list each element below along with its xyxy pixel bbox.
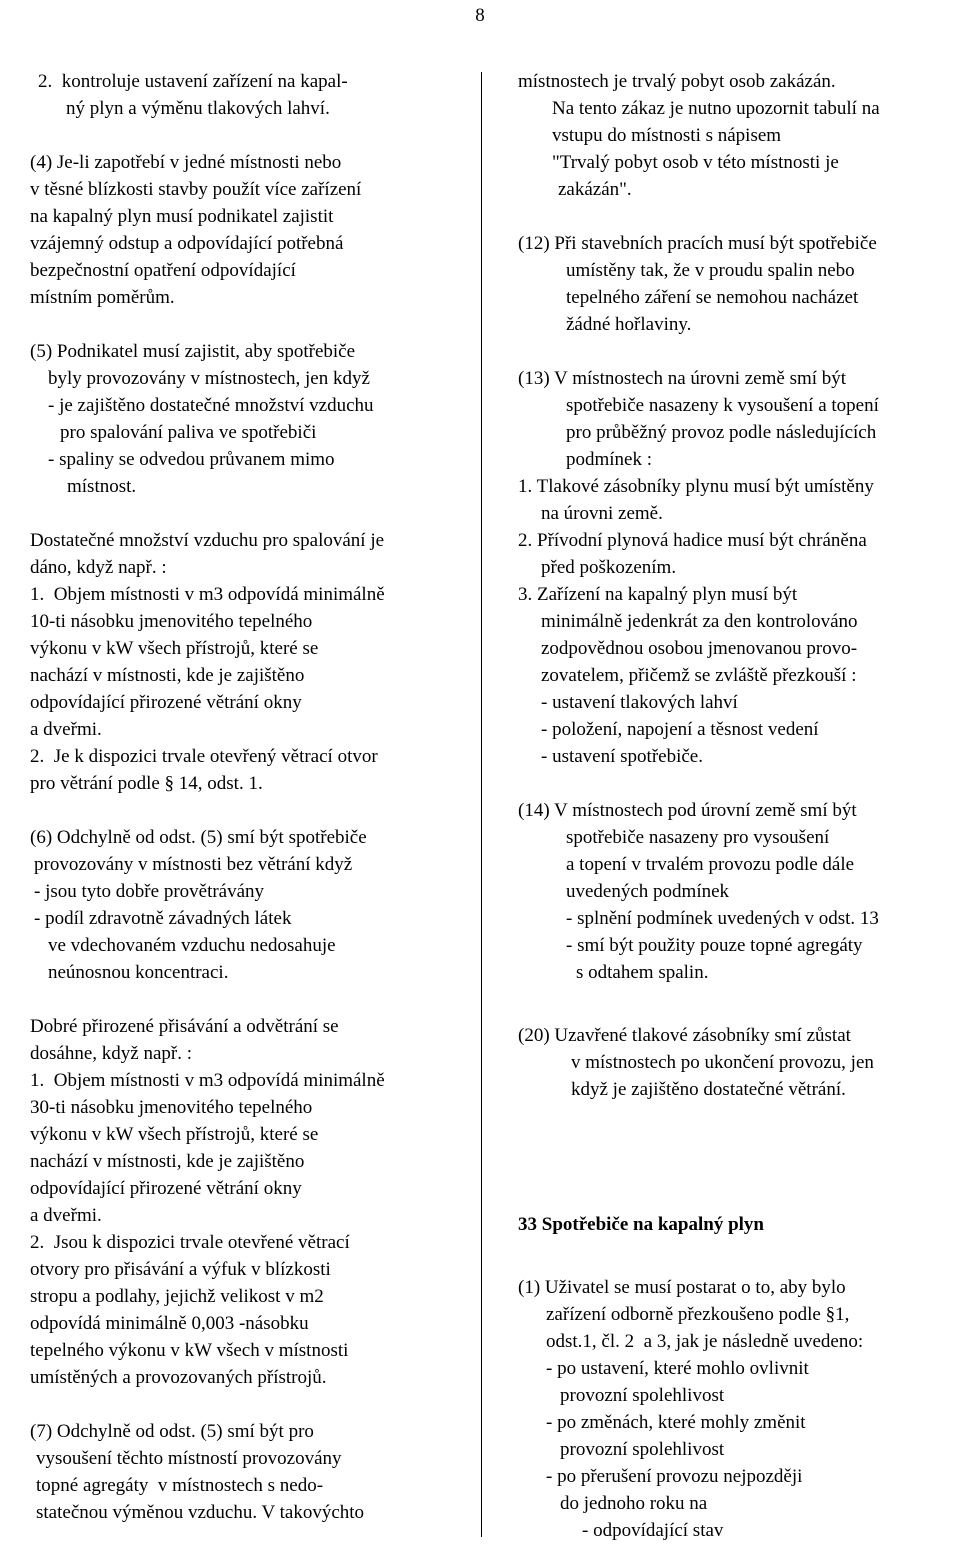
- left-text-line: provozovány v místnosti bez větrání když: [34, 854, 353, 875]
- right-text-line: podmínek :: [566, 449, 653, 470]
- right-text-line: vstupu do místnosti s nápisem: [552, 125, 782, 146]
- column-divider: [481, 72, 482, 1537]
- left-text-line: 1. Objem místnosti v m3 odpovídá minimálně: [30, 1070, 385, 1091]
- left-text-line: a dveřmi.: [30, 719, 102, 740]
- left-text-line: výkonu v kW všech přístrojů, které se: [30, 1124, 319, 1145]
- left-text-line: - jsou tyto dobře provětrávány: [34, 881, 265, 902]
- right-text-line: - smí být použity pouze topné agregáty: [566, 935, 863, 956]
- right-text-line: (12) Při stavebních pracích musí být spotřebiče: [518, 233, 877, 254]
- right-text-line: (14) V místnostech pod úrovní země smí být: [518, 800, 857, 821]
- left-text-line: (4) Je-li zapotřebí v jedné místnosti nebo: [30, 152, 342, 173]
- left-text-line: (7) Odchylně od odst. (5) smí být pro: [30, 1421, 314, 1442]
- right-text-line: - odpovídající stav: [582, 1520, 724, 1541]
- left-text-line: odpovídá minimálně 0,003 -násobku: [30, 1313, 309, 1334]
- left-text-line: tepelného výkonu v kW všech v místnosti: [30, 1340, 349, 1361]
- left-text-line: - spaliny se odvedou průvanem mimo: [48, 449, 335, 470]
- right-text-line: zovatelem, přičemž se zvláště přezkouší :: [541, 665, 857, 686]
- left-text-line: 10-ti násobku jmenovitého tepelného: [30, 611, 313, 632]
- right-text-line: 3. Zařízení na kapalný plyn musí být: [518, 584, 798, 605]
- left-text-line: výkonu v kW všech přístrojů, které se: [30, 638, 319, 659]
- right-text-line: uvedených podmínek: [566, 881, 730, 902]
- right-text-line: (1) Uživatel se musí postarat o to, aby bylo: [518, 1277, 846, 1298]
- right-text-line: (20) Uzavřené tlakové zásobníky smí zůstat: [518, 1025, 851, 1046]
- right-text-line: zodpovědnou osobou jmenovanou provo-: [541, 638, 858, 659]
- right-text-line: zařízení odborně přezkoušeno podle §1,: [546, 1304, 850, 1325]
- right-text-line: provozní spolehlivost: [560, 1439, 725, 1460]
- left-text-line: umístěných a provozovaných přístrojů.: [30, 1367, 327, 1388]
- right-text-line: tepelného záření se nemohou nacházet: [566, 287, 859, 308]
- right-text-line: - ustavení tlakových lahví: [541, 692, 738, 713]
- right-text-line: (13) V místnostech na úrovni země smí být: [518, 368, 847, 389]
- left-text-line: topné agregáty v místnostech s nedo-: [36, 1475, 324, 1496]
- left-text-line: dáno, když např. :: [30, 557, 167, 578]
- right-text-line: žádné hořlaviny.: [566, 314, 692, 335]
- right-text-line: - po ustavení, které mohlo ovlivnit: [546, 1358, 809, 1379]
- left-text-line: na kapalný plyn musí podnikatel zajistit: [30, 206, 334, 227]
- left-text-line: stropu a podlahy, jejichž velikost v m2: [30, 1286, 324, 1307]
- right-text-line: do jednoho roku na: [560, 1493, 708, 1514]
- left-text-line: odpovídající přirozené větrání okny: [30, 1178, 302, 1199]
- left-text-line: vzájemný odstup a odpovídající potřebná: [30, 233, 344, 254]
- right-text-line: - ustavení spotřebiče.: [541, 746, 703, 767]
- right-text-line: a topení v trvalém provozu podle dále: [566, 854, 855, 875]
- left-text-line: byly provozovány v místnostech, jen když: [48, 368, 370, 389]
- left-text-line: 30-ti násobku jmenovitého tepelného: [30, 1097, 313, 1118]
- left-text-line: - je zajištěno dostatečné množství vzduchu: [48, 395, 374, 416]
- left-text-line: odpovídající přirozené větrání okny: [30, 692, 302, 713]
- right-text-line: spotřebiče nasazeny pro vysoušení: [566, 827, 830, 848]
- right-text-line: umístěny tak, že v proudu spalin nebo: [566, 260, 855, 281]
- left-text-line: bezpečnostní opatření odpovídající: [30, 260, 296, 281]
- right-text-line: zakázán".: [558, 179, 632, 200]
- right-text-line: - po změnách, které mohly změnit: [546, 1412, 806, 1433]
- right-text-line: 2. Přívodní plynová hadice musí být chráněna: [518, 530, 867, 551]
- left-text-line: pro větrání podle § 14, odst. 1.: [30, 773, 263, 794]
- right-text-line: spotřebiče nasazeny k vysoušení a topení: [566, 395, 879, 416]
- right-text-line: místnostech je trvalý pobyt osob zakázán.: [518, 71, 836, 92]
- right-text-line: Na tento zákaz je nutno upozornit tabulí na: [552, 98, 880, 119]
- left-text-line: Dobré přirozené přisávání a odvětrání se: [30, 1016, 339, 1037]
- left-text-line: nachází v místnosti, kde je zajištěno: [30, 665, 305, 686]
- page-number: 8: [475, 5, 485, 26]
- left-text-line: ve vdechovaném vzduchu nedosahuje: [48, 935, 336, 956]
- right-text-line: s odtahem spalin.: [576, 962, 709, 983]
- left-text-line: místním poměrům.: [30, 287, 175, 308]
- right-text-line: odst.1, čl. 2 a 3, jak je následně uvedeno:: [546, 1331, 864, 1352]
- left-text-line: (6) Odchylně od odst. (5) smí být spotřebiče: [30, 827, 367, 848]
- right-text-line: minimálně jedenkrát za den kontrolováno: [541, 611, 858, 632]
- right-text-line: před poškozením.: [541, 557, 677, 578]
- right-text-line: v místnostech po ukončení provozu, jen: [571, 1052, 874, 1073]
- right-text-line: 1. Tlakové zásobníky plynu musí být umístěny: [518, 476, 874, 497]
- right-text-line: - položení, napojení a těsnost vedení: [541, 719, 819, 740]
- section-heading: 33 Spotřebiče na kapalný plyn: [518, 1214, 764, 1235]
- left-text-line: a dveřmi.: [30, 1205, 102, 1226]
- right-text-line: - splnění podmínek uvedených v odst. 13: [566, 908, 879, 929]
- left-text-line: nachází v místnosti, kde je zajištěno: [30, 1151, 305, 1172]
- left-text-line: 2. Jsou k dispozici trvale otevřené větrací: [30, 1232, 350, 1253]
- right-text-line: provozní spolehlivost: [560, 1385, 725, 1406]
- left-text-line: ný plyn a výměnu tlakových lahví.: [66, 98, 330, 119]
- right-text-line: pro průběžný provoz podle následujících: [566, 422, 877, 443]
- left-text-line: neúnosnou koncentraci.: [48, 962, 229, 983]
- left-text-line: místnost.: [67, 476, 137, 497]
- left-text-line: 2. Je k dispozici trvale otevřený větrací otvor: [30, 746, 378, 767]
- right-text-line: na úrovni země.: [541, 503, 663, 524]
- left-text-line: dosáhne, když např. :: [30, 1043, 192, 1064]
- left-text-line: - podíl zdravotně závadných látek: [34, 908, 292, 929]
- left-text-line: pro spalování paliva ve spotřebiči: [60, 422, 317, 443]
- left-text-line: otvory pro přisávání a výfuk v blízkosti: [30, 1259, 331, 1280]
- left-text-line: statečnou výměnou vzduchu. V takovýchto: [36, 1502, 365, 1523]
- left-text-line: 2. kontroluje ustavení zařízení na kapal-: [38, 71, 348, 92]
- right-text-line: - po přerušení provozu nejpozději: [546, 1466, 803, 1487]
- left-text-line: vysoušení těchto místností provozovány: [36, 1448, 342, 1469]
- left-text-line: Dostatečné množství vzduchu pro spalování je: [30, 530, 385, 551]
- right-text-line: "Trvalý pobyt osob v této místnosti je: [552, 152, 839, 173]
- left-text-line: 1. Objem místnosti v m3 odpovídá minimálně: [30, 584, 385, 605]
- left-text-line: (5) Podnikatel musí zajistit, aby spotřebiče: [30, 341, 356, 362]
- right-text-line: když je zajištěno dostatečné větrání.: [571, 1079, 846, 1100]
- left-text-line: v těsné blízkosti stavby použít více zařízení: [30, 179, 362, 200]
